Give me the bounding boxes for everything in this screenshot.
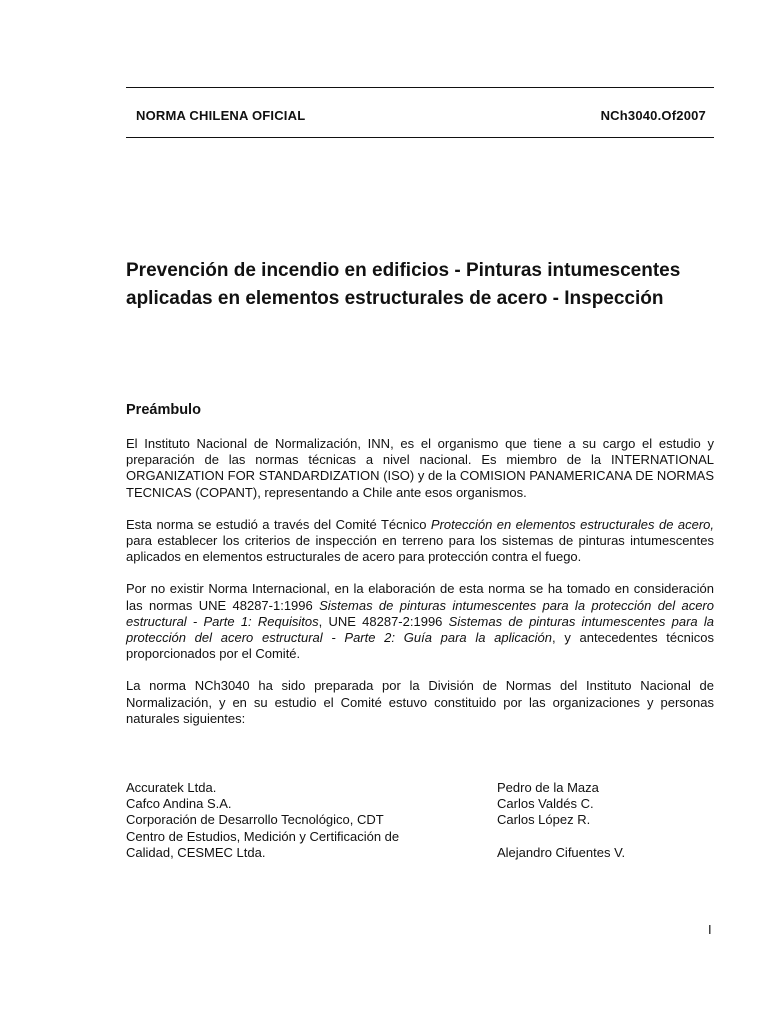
- standard-code: NCh3040.Of2007: [600, 108, 706, 123]
- preamble-heading: Preámbulo: [126, 402, 201, 418]
- standard-label: NORMA CHILENA OFICIAL: [136, 108, 306, 123]
- person-item: Carlos Valdés C.: [497, 796, 594, 812]
- organization-item: Cafco Andina S.A.: [126, 796, 232, 812]
- organizations-column: [126, 780, 466, 861]
- preamble-paragraph-4: La norma NCh3040 ha sido preparada por la División de Normas del Instituto Nacional de Normalización, y en su estudio el Comité estuvo constituido por las organizaciones y personas naturales siguientes:: [126, 678, 714, 726]
- preamble-paragraph-2: [126, 517, 714, 566]
- une-part-1-title: Sistemas de pinturas intumescentes para la protección del acero estructural - Parte 1: Requisitos: [126, 597, 714, 629]
- committee-name: Protección en elementos estructurales de acero,: [430, 516, 714, 532]
- page-number: I: [708, 922, 712, 937]
- preamble-body: [126, 436, 714, 743]
- person-item: Alejandro Cifuentes V.: [497, 844, 626, 860]
- preamble-paragraph-2-text: Esta norma se estudió a través del Comité Técnico: [126, 516, 431, 532]
- preamble-paragraph-3-text: Por no existir Norma Internacional, en la elaboración de esta norma se ha tomado en consideración las normas UNE 48287-1:1996: [126, 581, 714, 613]
- preamble-paragraph-3: [126, 581, 714, 662]
- une-part-2-title: Sistemas de pinturas intumescentes para la protección del acero estructural - Parte 2: Guía para la aplicación: [126, 613, 715, 646]
- header-top-rule: [126, 87, 714, 88]
- person-item: Pedro de la Maza: [497, 780, 599, 795]
- document-title-line-1: Prevención de incendio en edificios - Pinturas intumescentes: [126, 260, 681, 281]
- organization-item: Accuratek Ltda.: [126, 780, 217, 795]
- header-bottom-rule: [126, 137, 714, 138]
- document-title-line-2: aplicadas en elementos estructurales de acero - Inspección: [126, 288, 664, 309]
- organization-item: Calidad, CESMEC Ltda.: [126, 844, 266, 860]
- person-item: Carlos López R.: [497, 812, 591, 828]
- preamble-paragraph-3-text-end: , y antecedentes técnicos proporcionados por el Comité.: [126, 630, 714, 662]
- organization-item: Corporación de Desarrollo Tecnológico, CDT: [126, 812, 384, 828]
- preamble-paragraph-2-text-end: para establecer los criterios de inspección en terreno para los sistemas de pinturas intumescentes aplicados en elementos estructurales de acero para protección contra el fuego.: [126, 533, 714, 565]
- person-item-spacer: [497, 829, 714, 845]
- organization-item: Centro de Estudios, Medición y Certificación de: [126, 828, 400, 844]
- preamble-paragraph-1: El Instituto Nacional de Normalización, INN, es el organismo que tiene a su cargo el estudio y preparación de las normas técnicas a nivel nacional. Es miembro de la INTERNATIONAL ORGANIZATION FOR STANDARDIZATION (ISO) y de la COMISION PANAMERICANA DE NORMAS TECNICAS (COPANT), representando a Chile ante esos organismos.: [126, 436, 714, 500]
- people-column: [497, 780, 714, 861]
- preamble-paragraph-3-text-mid: , UNE 48287-2:1996: [318, 613, 449, 629]
- document-title: [126, 257, 726, 313]
